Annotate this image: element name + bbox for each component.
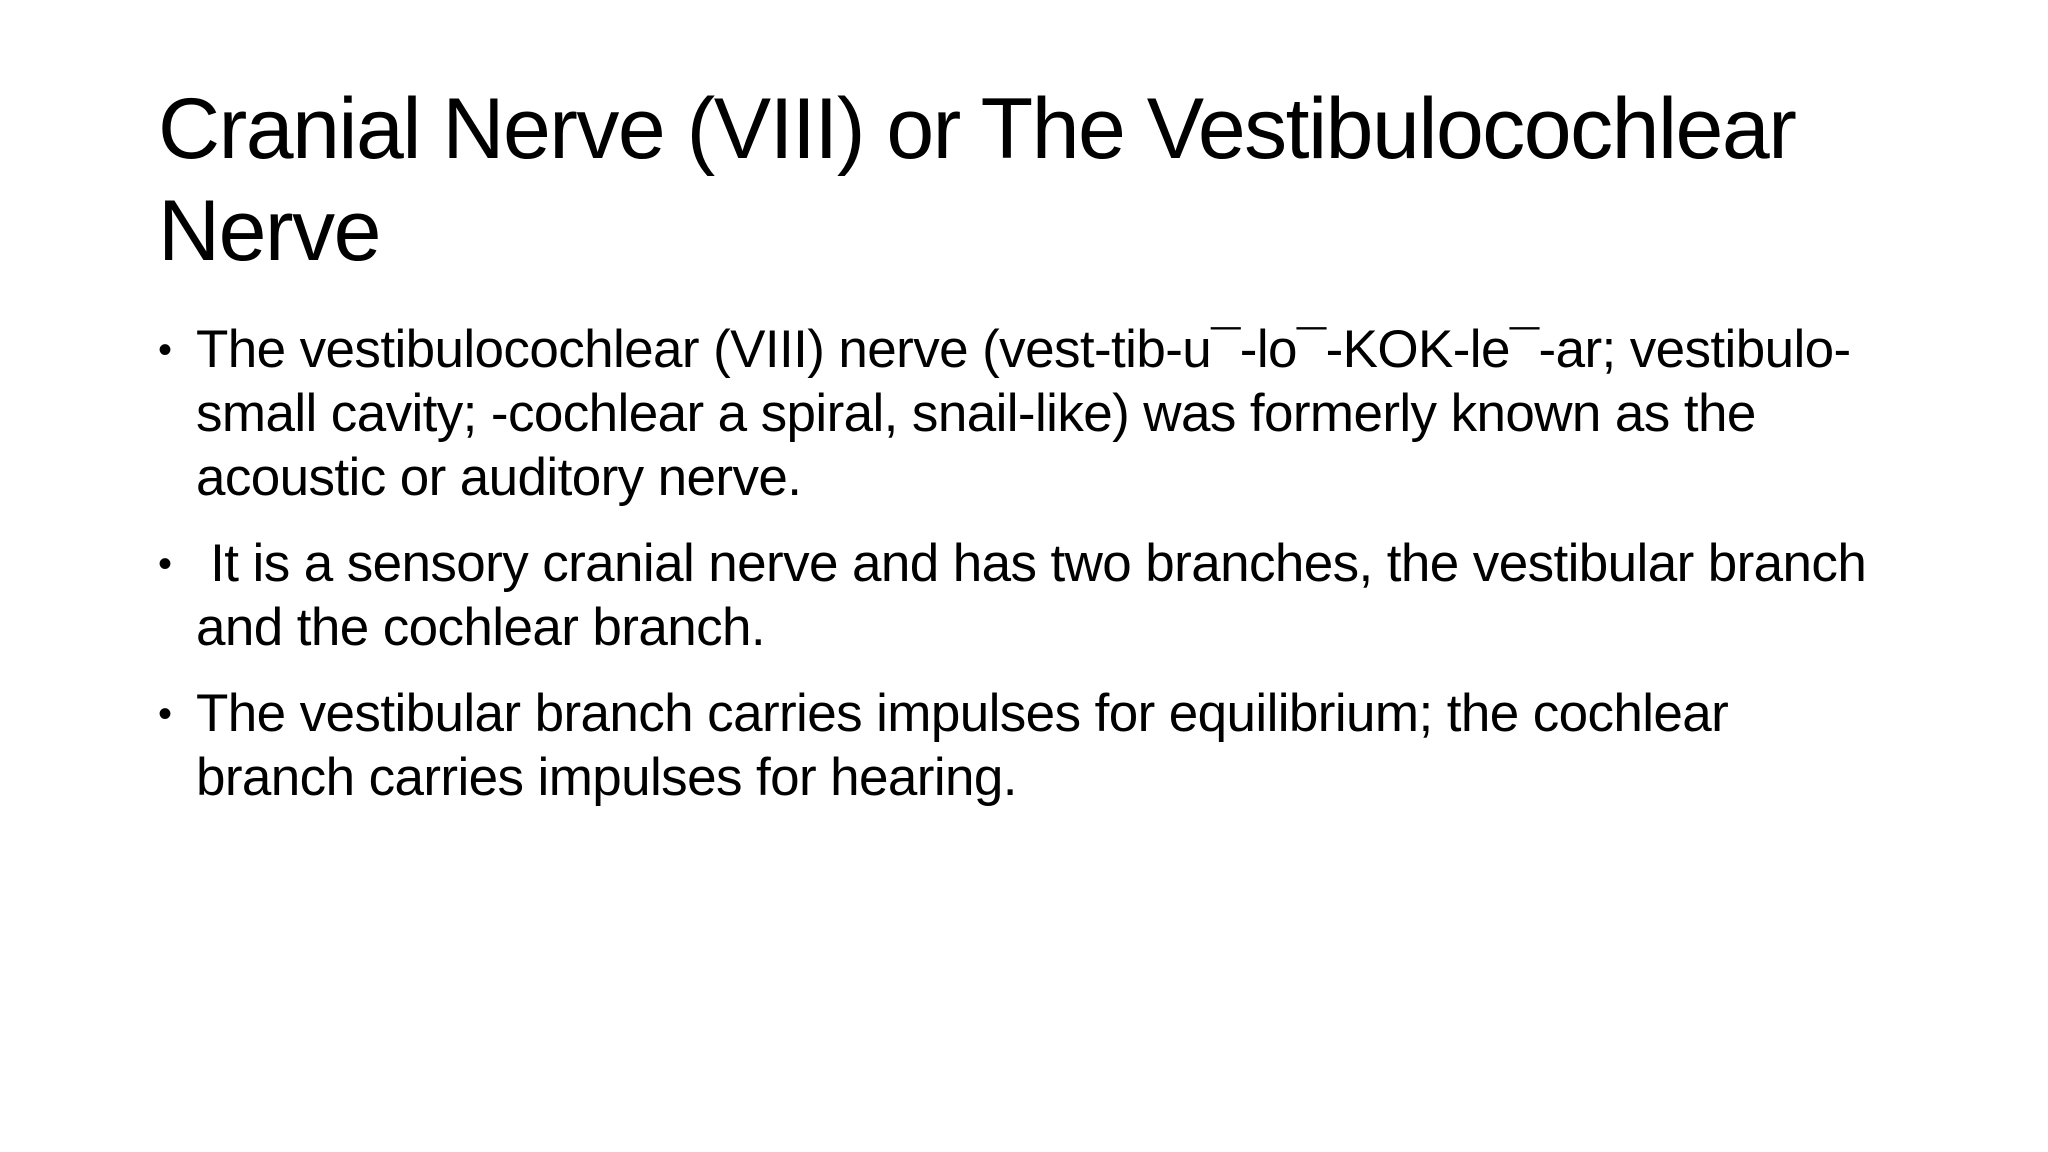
bullet-text: It is a sensory cranial nerve and has two branches, the vestibular branch and the cochlear branch.	[196, 534, 1881, 657]
bullet-dot-icon: •	[158, 328, 172, 372]
bullet-item	[158, 318, 1878, 510]
slide-title: Cranial Nerve (VIII) or The Vestibulocochlear Nerve	[158, 81, 1796, 279]
bullet-text: The vestibulocochlear (VIII) nerve (vest-tib-u¯-lo¯-KOK-le¯-ar; vestibulo- small cavity; -cochlear a spiral, snail-like) was formerly known as the acoustic or auditory nerve.	[196, 320, 1851, 507]
bullet-item	[158, 682, 1878, 810]
bullet-list	[158, 318, 1881, 832]
bullet-dot-icon: •	[158, 692, 172, 736]
bullet-text: The vestibular branch carries impulses for equilibrium; the cochlear branch carries impulses for hearing.	[196, 684, 1729, 807]
bullet-item	[158, 532, 1881, 660]
bullet-dot-icon: •	[158, 542, 172, 586]
